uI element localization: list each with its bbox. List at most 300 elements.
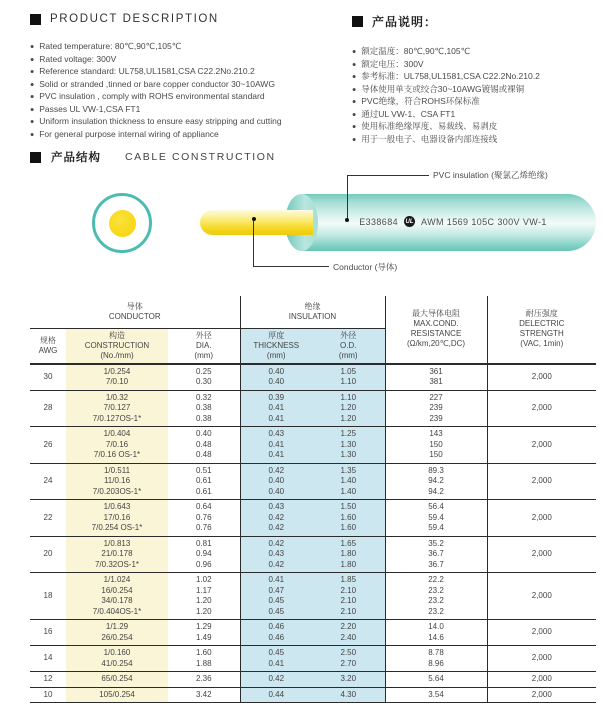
bullet-text: 额定电压：300V [361,58,424,69]
cell-dia-line: 0.48 [195,439,212,449]
bullet-text: 导体使用单支或绞合30~10AWG镀锡或裸铜 [361,83,525,94]
column-header-construction [66,328,168,364]
bullet-icon: ● [30,43,35,51]
cell-dia-line: 0.96 [195,559,212,569]
cell-dia [168,390,240,427]
cable-cross-section-conductor [109,210,136,237]
cell-construction-line: 1/0.254 [103,366,131,376]
cell-awg: 20 [30,536,66,573]
cell-dielectric: 2,000 [487,536,596,573]
cell-dia-line: 0.40 [195,429,212,438]
cell-construction [66,672,168,688]
column-header-en: AWG [38,345,58,355]
cell-construction-line: 1/0.404 [103,429,131,438]
table-row [30,427,596,464]
spec-table [30,296,596,703]
cell-od [312,463,385,500]
column-header-dielectric [487,296,596,364]
cell-od-line: 1.30 [340,450,357,459]
cell-dia [168,427,240,464]
column-header-resistance [385,296,487,364]
cell-od [312,573,385,620]
cell-construction-line: 7/0.32OS-1* [94,559,140,569]
cell-od-line: 2.70 [340,658,357,668]
cell-thickness-line: 0.39 [268,392,285,402]
cell-od-line: 1.85 [340,575,357,584]
cell-od [312,364,385,391]
column-header-en: DIA. [195,340,212,350]
bullet-text: 用于一般电子、电器设备内部连接线 [361,133,498,144]
cell-resistance-line: 23.2 [428,606,444,616]
bullet-icon: ● [352,86,357,93]
bullet-item [30,41,352,54]
cell-resistance [385,427,487,464]
conductor-callout-dot [252,217,256,221]
cell-resistance-line: 381 [429,377,443,386]
cell-resistance-line: 35.2 [428,538,444,548]
cell-resistance [385,687,487,703]
cell-od-line: 1.25 [340,429,357,438]
cell-thickness-line: 0.42 [268,559,285,569]
cell-awg: 12 [30,672,66,688]
cell-resistance-line: 143 [429,429,443,438]
cell-dia [168,672,240,688]
cell-dielectric: 2,000 [487,463,596,500]
bullet-icon: ● [30,118,35,126]
cell-od [312,500,385,537]
bullet-item [352,121,603,134]
cell-dia-line: 0.51 [195,465,212,475]
cell-dia-line: 0.48 [195,450,212,459]
cell-thickness-line: 0.44 [268,689,285,699]
cell-thickness [240,573,312,620]
bullet-item [352,46,603,59]
bullet-text: Uniform insulation thickness to ensure easy stripping and cutting [39,116,282,126]
cell-dielectric: 2,000 [487,672,596,688]
column-header-cn: 耐压强度 [525,309,558,319]
column-header-en: DELECTRIC [519,319,565,329]
cell-construction-line: 105/0.254 [99,689,135,699]
table-row [30,646,596,672]
group-header-en: INSULATION [288,311,337,321]
cell-dielectric: 2,000 [487,500,596,537]
cell-od [312,536,385,573]
bullet-text: Reference standard: UL758,UL1581,CSA C22.2No.210.2 [39,66,255,76]
spec-table-body [30,364,596,703]
ul-logo-icon: UL [404,216,415,227]
cell-resistance [385,536,487,573]
cell-resistance [385,390,487,427]
cell-construction-line: 34/0.178 [101,596,133,605]
conductor-label: Conductor (导体) [333,262,398,272]
cell-dia-line: 0.25 [195,366,212,376]
cell-dia [168,500,240,537]
cell-od [312,390,385,427]
table-row [30,390,596,427]
product-notes-section [352,13,603,146]
cell-awg: 24 [30,463,66,500]
table-row [30,500,596,537]
bullet-text: 使用标准绝缘厚度、易裁线、易剥皮 [361,121,498,131]
column-header-cn: 厚度 [268,330,285,340]
cell-construction-line: 1/1.024 [103,575,131,584]
column-header-cn: 外径 [195,330,212,340]
table-row [30,687,596,703]
cell-od [312,427,385,464]
cell-od [312,672,385,688]
cell-thickness-line: 0.42 [268,523,285,532]
column-header-unit: (VAC, 1min) [520,339,564,349]
cell-construction [66,390,168,427]
group-header-conductor [30,296,240,328]
cell-od-line: 1.60 [340,512,357,522]
spec-table-head [30,296,596,364]
cell-thickness-line: 0.41 [268,403,285,412]
cell-resistance-line: 59.4 [428,512,444,522]
cell-od-line: 1.20 [340,413,357,423]
cell-thickness [240,536,312,573]
section-title-cn: 产品结构 [51,152,101,164]
cell-resistance-line: 14.6 [428,632,444,642]
table-row [30,620,596,646]
cell-dia-line: 0.76 [195,512,212,522]
cell-construction-line: 1/1.29 [105,622,129,631]
bullet-item [352,59,603,72]
cell-dia-line: 0.94 [195,549,212,558]
cell-od-line: 2.10 [340,606,357,616]
cell-thickness-line: 0.41 [268,439,285,449]
cell-thickness-line: 0.45 [268,606,285,616]
column-header-cn: 规格 [40,335,56,345]
cell-awg: 14 [30,646,66,672]
cell-dia-line: 0.76 [195,523,212,532]
cell-construction-line: 7/0.16 [105,439,129,449]
cell-construction-line: 7/0.127OS-1* [92,413,142,423]
cell-thickness-line: 0.42 [268,538,285,548]
cell-od-line: 2.20 [340,622,357,631]
group-header-en: CONDUCTOR [108,311,161,321]
bullet-item [352,109,603,122]
table-row [30,364,596,391]
cell-od [312,646,385,672]
cell-od-line: 1.50 [340,502,357,511]
product-description-section [30,13,352,141]
column-header-en: STRENGTH [519,329,564,339]
cell-od-line: 1.40 [340,476,357,485]
column-header-unit: (No./mm) [100,350,134,360]
cell-od-line: 2.40 [340,632,357,642]
cell-awg: 18 [30,573,66,620]
bullet-text: Rated temperature: 80℃,90℃,105℃ [39,41,182,51]
cable-conductor-rod [200,210,313,235]
cell-construction [66,536,168,573]
column-header-unit: (Ω/km,20℃,DC) [406,339,466,349]
cell-resistance [385,620,487,646]
cell-dia-line: 1.02 [195,575,212,584]
cell-construction-line: 1/0.813 [103,538,131,548]
bullet-item [352,134,603,147]
cell-thickness [240,427,312,464]
bullet-icon: ● [352,123,357,131]
column-header-dia [168,328,240,364]
cell-resistance-line: 59.4 [428,523,444,532]
cell-construction [66,427,168,464]
cell-od-line: 1.10 [340,377,357,386]
cell-dielectric: 2,000 [487,620,596,646]
cell-dia-line: 1.60 [195,648,212,657]
cell-construction-line: 17/0.16 [103,512,131,522]
cell-thickness-line: 0.46 [268,632,285,642]
bullet-icon: ● [30,56,35,63]
cell-thickness [240,500,312,537]
cell-thickness [240,390,312,427]
cell-resistance-line: 36.7 [428,549,444,558]
cell-dia [168,620,240,646]
cell-construction-line: 7/0.127 [103,403,131,412]
cell-od-line: 1.05 [340,366,357,376]
cell-dia-line: 0.61 [195,476,212,485]
cell-resistance-line: 94.2 [428,486,444,496]
cell-od-line: 1.80 [340,549,357,558]
cell-dia [168,536,240,573]
table-group-header-row [30,296,596,328]
bullet-icon: ● [30,131,35,138]
cell-dia-line: 2.36 [195,674,212,683]
cell-thickness-line: 0.42 [268,674,285,683]
cell-dia [168,573,240,620]
cell-thickness [240,687,312,703]
cell-resistance [385,573,487,620]
cell-od-line: 1.40 [340,486,357,496]
cell-dia [168,687,240,703]
group-header-cn: 绝缘 [304,301,321,311]
cell-thickness [240,620,312,646]
bullet-item [30,54,352,67]
cell-od-line: 1.80 [340,559,357,569]
bullet-text: 额定温度：80℃,90℃,105℃ [361,46,471,56]
cable-print-text [320,216,586,227]
bullet-item [30,79,352,92]
bullet-icon: ● [30,93,35,101]
cell-resistance-line: 14.0 [428,622,444,631]
cell-construction-line: 7/0.404OS-1* [92,606,142,616]
cell-od [312,620,385,646]
cell-resistance-line: 23.2 [428,596,444,605]
cell-resistance-line: 227 [429,392,443,402]
cell-thickness-line: 0.40 [268,476,285,485]
cell-construction-line: 7/0.203OS-1* [92,486,142,496]
cell-dia-line: 0.38 [195,403,212,412]
cell-construction-line: 16/0.254 [101,585,133,595]
cell-thickness-line: 0.47 [268,585,285,595]
cell-thickness [240,672,312,688]
cell-construction [66,364,168,391]
cell-dia-line: 1.17 [195,585,212,595]
cable-construction-header [30,149,276,165]
cell-resistance-line: 22.2 [428,575,444,584]
cell-resistance-line: 361 [429,366,443,376]
cell-dia-line: 1.49 [195,632,212,642]
bullet-icon: ● [30,106,35,113]
cell-construction-line: 7/0.16 OS-1* [93,450,141,459]
cell-construction-line: 7/0.10 [105,377,129,386]
cell-od-line: 2.50 [340,648,357,657]
cell-od-line: 1.35 [340,465,357,475]
cable-print-cert-number: E338684 [359,216,399,227]
group-header-cn: 导体 [126,301,143,311]
bullet-icon: ● [352,111,357,118]
cell-resistance [385,646,487,672]
cell-construction-line: 11/0.16 [103,476,131,485]
column-header-cn: 构造 [109,330,125,340]
column-header-en: O.D. [340,340,357,350]
cell-od-line: 2.10 [340,585,357,595]
column-header-en: CONSTRUCTION [84,340,150,350]
cell-dielectric: 2,000 [487,687,596,703]
product-notes-list [352,46,603,146]
bullet-item [352,96,603,109]
cell-resistance-line: 8.78 [428,648,444,657]
cell-thickness [240,364,312,391]
cell-resistance [385,364,487,391]
cell-construction-line: 1/0.643 [103,502,131,511]
cell-dia-line: 0.38 [195,413,212,423]
bullet-item [30,129,352,142]
cell-resistance [385,672,487,688]
bullet-text: PVC insulation , comply with ROHS environmental standard [39,91,265,101]
cell-construction-line: 1/0.511 [103,465,131,475]
cell-thickness-line: 0.46 [268,622,285,631]
cell-dia-line: 0.81 [195,538,212,548]
cell-dielectric: 2,000 [487,390,596,427]
bullet-item [30,104,352,117]
cell-dia-line: 1.88 [195,658,212,668]
bullet-text: 通过UL VW-1、CSA FT1 [361,108,456,119]
product-notes-header [352,13,603,30]
cell-construction-line: 1/0.160 [103,648,131,657]
column-header-en: MAX.COND. [413,319,459,329]
cell-thickness-line: 0.43 [268,502,285,511]
cell-od-line: 2.10 [340,596,357,605]
cell-thickness [240,646,312,672]
cell-dia [168,463,240,500]
cell-dia-line: 0.32 [195,392,212,402]
bullet-icon: ● [30,81,35,88]
cell-dia-line: 3.42 [195,689,212,699]
cell-thickness-line: 0.41 [268,413,285,423]
column-header-thickness [240,328,312,364]
bullet-text: Solid or stranded ,tinned or bare copper conductor 30~10AWG [39,78,275,89]
cell-resistance-line: 239 [429,413,443,423]
cell-thickness-line: 0.42 [268,465,285,475]
section-title: 产品说明： [372,15,438,29]
column-header-awg [30,328,66,364]
bullet-item [352,84,603,97]
group-header-insulation [240,296,385,328]
cell-thickness-line: 0.43 [268,429,285,438]
bullet-icon: ● [352,98,357,106]
cell-dia [168,646,240,672]
bullet-icon: ● [352,136,357,143]
bullet-icon: ● [352,48,357,56]
section-title: PRODUCT DESCRIPTION [50,13,219,25]
cell-od-line: 1.10 [340,392,357,402]
column-header-unit: (mm) [338,350,358,360]
cell-resistance-line: 3.54 [428,689,444,699]
cell-thickness-line: 0.41 [268,450,285,459]
column-header-od [312,328,385,364]
column-header-en: RESISTANCE [410,329,462,339]
section-square-icon [352,16,363,27]
cell-od-line: 1.30 [340,439,357,449]
table-row [30,672,596,688]
section-square-icon [30,152,41,163]
bullet-text: PVC绝缘，符合ROHS环保标准 [361,96,480,106]
cell-awg: 16 [30,620,66,646]
bullet-icon: ● [352,73,357,81]
table-row [30,536,596,573]
cell-resistance-line: 239 [429,403,443,412]
bullet-item [352,71,603,84]
table-row [30,573,596,620]
cell-od-line: 1.65 [340,538,357,548]
cell-dia-line: 0.61 [195,486,212,496]
cell-thickness-line: 0.43 [268,549,285,558]
cell-od-line: 3.20 [340,674,357,683]
cell-dia-line: 0.64 [195,502,212,511]
cell-construction [66,687,168,703]
cell-construction-line: 65/0.254 [101,674,133,683]
cell-awg: 26 [30,427,66,464]
bullet-item [30,91,352,104]
cell-dia-line: 1.20 [195,596,212,605]
insulation-callout-dot [345,218,349,222]
cell-construction-line: 21/0.178 [101,549,133,558]
cell-thickness-line: 0.45 [268,648,285,657]
product-description-list [30,41,352,141]
column-header-unit: (mm) [194,350,214,360]
cell-od [312,687,385,703]
cable-cross-section-insulation [92,193,152,253]
cell-dia-line: 1.20 [195,606,212,616]
column-header-cn: 外径 [340,330,357,340]
cell-thickness-line: 0.40 [268,377,285,386]
cell-od-line: 1.20 [340,403,357,412]
column-header-cn: 最大导体电阻 [412,309,461,319]
cell-dia [168,364,240,391]
cell-dielectric: 2,000 [487,427,596,464]
cell-construction [66,500,168,537]
cell-dia-line: 1.29 [195,622,212,631]
column-header-en: THICKNESS [253,340,300,350]
product-description-header [30,13,352,25]
cell-dielectric: 2,000 [487,364,596,391]
cell-thickness-line: 0.45 [268,596,285,605]
cell-resistance-line: 36.7 [428,559,444,569]
column-header-unit: (mm) [266,350,286,360]
cell-thickness-line: 0.42 [268,512,285,522]
conductor-callout-line-vertical [253,221,254,267]
cell-resistance-line: 150 [429,439,443,449]
bullet-text: Rated voltage: 300V [39,53,117,64]
bullet-item [30,116,352,129]
cell-resistance-line: 56.4 [428,502,444,511]
insulation-label: PVC insulation (聚氯乙烯绝缘) [433,170,548,180]
cell-dielectric: 2,000 [487,573,596,620]
section-title-en: CABLE CONSTRUCTION [125,151,276,163]
cell-construction-line: 41/0.254 [101,658,133,668]
cell-resistance [385,463,487,500]
